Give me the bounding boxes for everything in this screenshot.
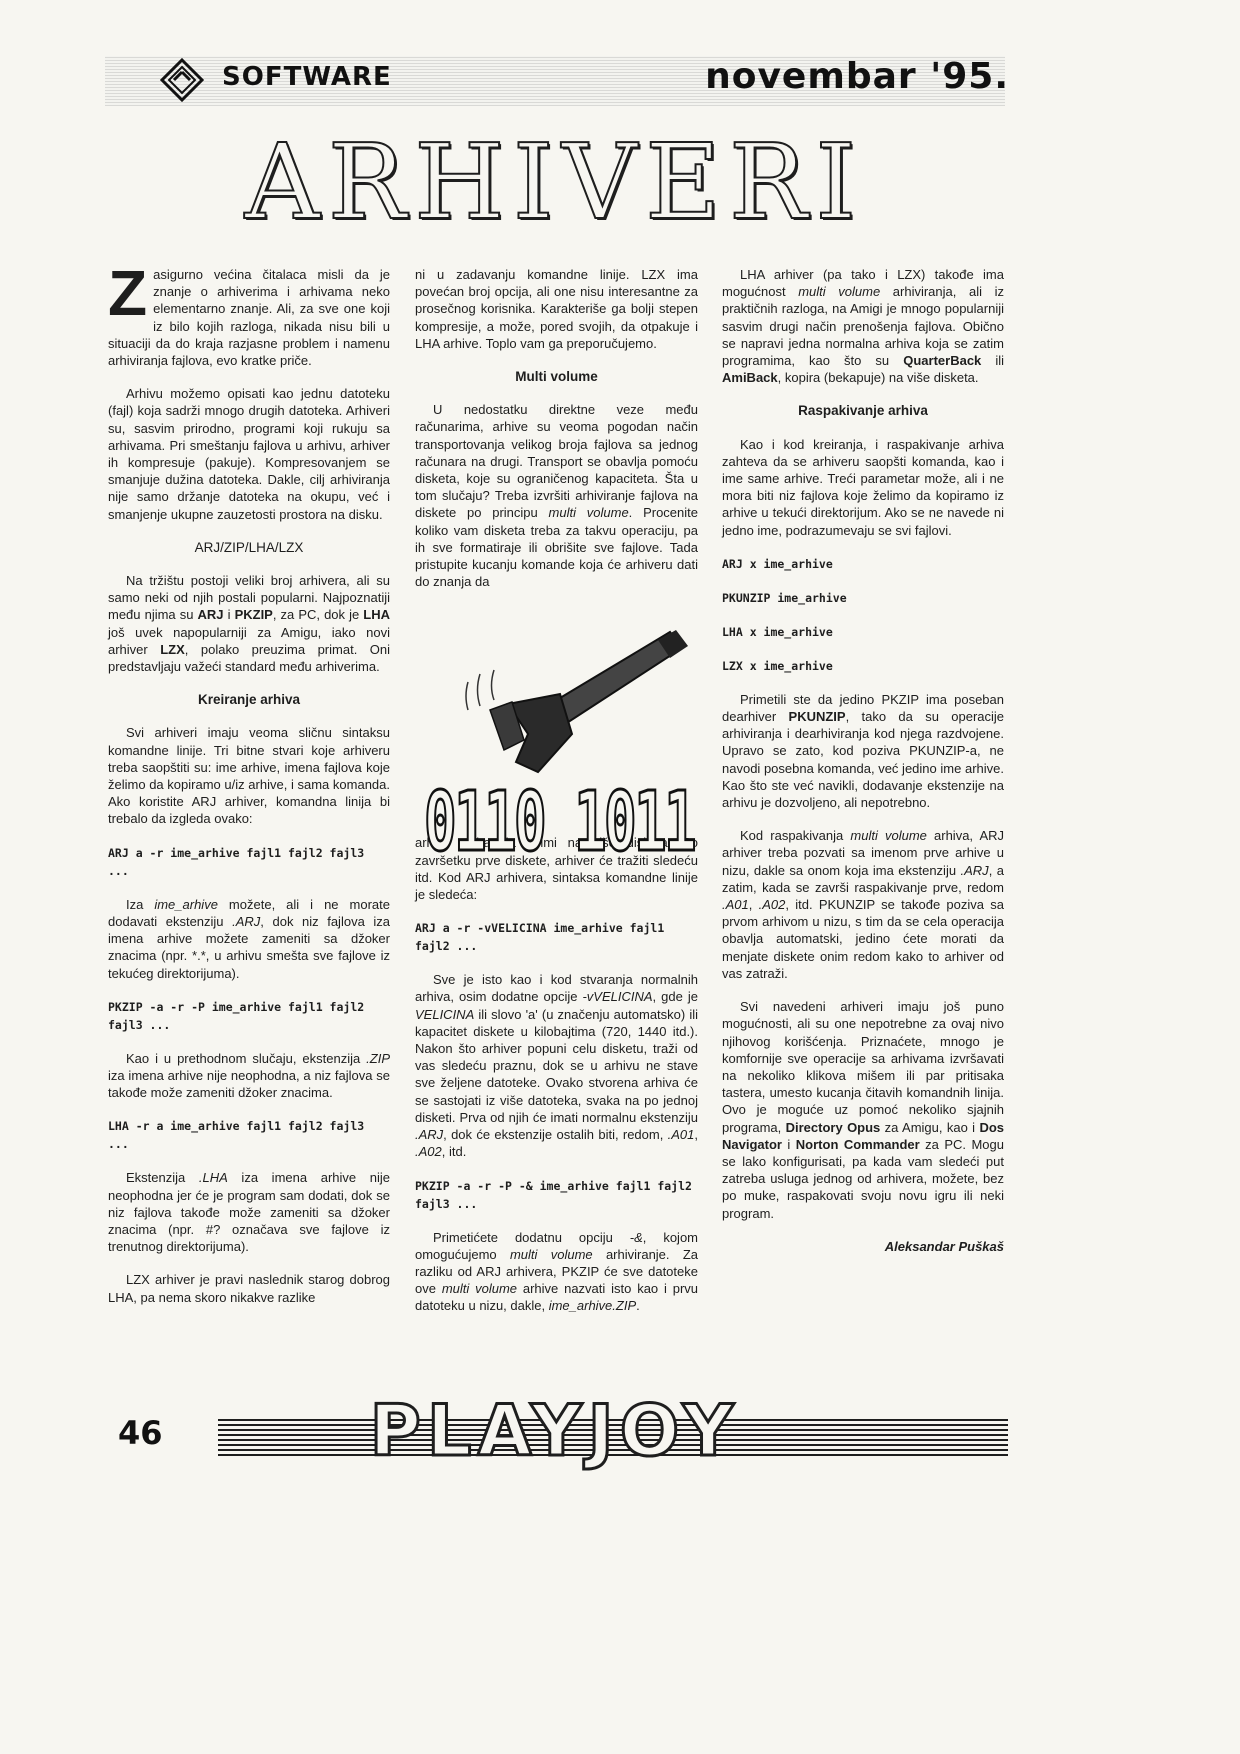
paragraph: arhivu treba da snimi na više disketa. Po završetku prve diskete, arhiver će tražiti sledeću itd. Kod ARJ arhivera, sintaksa komandne linije je sledeća: [415, 835, 698, 903]
command-line: PKZIP -a -r -P ime_arhive fajl1 fajl2 fajl3 ... [108, 999, 372, 1032]
article-title: ARHIVERI [244, 121, 865, 243]
paragraph: Primetićete dodatnu opciju -&, kojom omogućujemo multi volume arhiviranje. Za razliku od ARJ arhivera, PKZIP će sve datoteke ove multi volume arhive nazvati isto kao i prvu datoteku u nizu, dakle, ime_arhive.ZIP. [415, 1229, 699, 1314]
intro-paragraph: Zasigurno većina čitalaca misli da je znanje o arhiverima i arhivama neko elementarno znanje. Ali, za sve one koji iz bilo kojih razloga, nikada nisu bili u situaciji da do kraja razjasne problem i namenu arhiviranja fajlova, evo kratke priče. [108, 257, 390, 369]
paragraph: U nedostatku direktne veze među računarima, arhive su veoma pogodan način transportovanja velikog broja fajlova sa jednog računara na drugi. Transport se obavlja pomoću disketa, koje su ograničenog kapaciteta. Šta u tom slučaju? Treba izvršiti arhiviranje fajlova na diskete po principu multi volume. Procenite koliko vam disketa treba za takvu operaciju, pa ih sve formatiraje ili obrišite sve fajlove. Tada pristupite kucanju komande koja će arhiveru dati do znanja da [415, 402, 698, 590]
paragraph: Svi navedeni arhiveri imaju još puno mogućnosti, ali su one nepotrebne za ovaj nivo njihovog korišćenja. Priznaćete, mnogo je komfornije sve operacije sa arhivama izvršavati na nekoliko klikova mišem ili par pritisaka tastera, umesto kucanja čitavih komandnih linija. Ovo je moguće uz pomoć nekoliko sjajnih programa, Directory Opus za Amigu, kao i Dos Navigator i Norton Commander za PC. Mogu se lako konfigurisati, pa kada vam sledeći put zatreba usluga jednog od arhivera, možete, bez po muke, raspakovati svoju novu igru ili neki program. [722, 999, 1004, 1221]
command-line: LZX x ime_arhive [722, 658, 833, 673]
diamond-logo-icon [160, 58, 204, 102]
page-number: 46 [118, 1414, 163, 1452]
paragraph: Arhivu možemo opisati kao jednu datoteku (fajl) koja sadrži mnogo drugih datoteka. Arhiveri su, sasvim prirodno, programi koji rukuju sa arhivama. Pri smeštanju fajlova u arhivu, arhiver ih kompresuje (pakuje). Kompresovanjem se smanjuje dužina datoteka. Dakle, cilj arhiviranja nije samo držanje datoteka na okupu, već i smanjenje ukupne zauzetosti prostora na disku. [108, 386, 390, 522]
paragraph: LHA arhiver (pa tako i LZX) takođe ima mogućnost multi volume arhiviranja, ali iz praktičnih razloga, na Amigi je mnogo popularniji sasvim drugi način prenošenja fajlova. Obično se napravi jedna normalna arhiva koja se zatim programima, kao što su QuarterBack ili AmiBack, kopira (bekapuje) na više disketa. [722, 267, 1005, 386]
hammer-binary-illustration [420, 622, 700, 862]
command-line: PKUNZIP ime_arhive [722, 590, 847, 605]
author-byline: Aleksandar Puškaš [884, 1238, 1004, 1254]
issue-date: novembar '95. [705, 56, 1009, 97]
paragraph: Na tržištu postoji veliki broj arhivera, ali su samo neki od njih postali popularni. Najpoznatiji među njima su ARJ i PKZIP, za PC, dok je LHA još uvek napopularniji za Amigu, iako novi arhiver LZX, polako preuzima primat. Oni predstavljaju važeći standard među arhiverima. [108, 573, 390, 675]
binary-digits: 0110 1011 [424, 775, 695, 862]
paragraph: Sve je isto kao i kod stvaranja normalnih arhiva, osim dodatne opcije -vVELICINA, gde je VELICINA ili slovo 'a' (u značenju automatsko) ili kapacitet diskete u kilobajtima (720, 1440 itd.). Nakon što arhiver popuni celu disketu, traži od vas sledeću praznu, dok se u arhivu ne stave sve željene datoteke. Ovako stvorena arhiva će se sastojati iz više datoteka, svaka na po jednoj disketi. Prva od njih će imati normalnu ekstenziju .ARJ, dok će ekstenzije ostalih biti, redom, .A01, .A02, itd. [415, 972, 698, 1160]
motion-lines [466, 670, 494, 710]
drop-cap: Z [108, 257, 148, 329]
paragraph: ni u zadavanju komandne linije. LZX ima povećan broj opcija, ali one nisu interesantne za prosečnog korisnika. Karakteriše ga bolji stepen kompresije, a može, pored svojih, da otpakuje i LHA arhive. Toplo vam ga preporučujemo. [415, 267, 698, 351]
paragraph: Kao i kod kreiranja, i raspakivanje arhiva zahteva da se arhiveru saopšti komanda, kao i ime same arhive. Treći parametar može, ali i ne mora biti niz fajlova koje želimo da kopiramo iz arhive u tekući direktorijum. Ako se ne navede ni jedno ime, podrazumevaju se svi fajlovi. [722, 436, 1004, 538]
paragraph: Iza ime_arhive možete, ali i ne morate dodavati ekstenziju .ARJ, dok niz fajlova iza imena arhive možete zameniti sa džoker znacima (npr. *.*, u arhivu smešta sve fajlove iz tekućeg direktorijuma). [108, 896, 390, 981]
paragraph: Ekstenzija .LHA iza imena arhive nije neophodna jer će je program sam dodati, dok se niz fajlova takođe može zameniti sa džoker znacima (npr. #? označava sve fajlove iz trenutnog direktorijuma). [108, 1170, 390, 1255]
section-heading-multi-volume: Multi volume [515, 369, 598, 385]
hammer-icon [490, 630, 688, 772]
command-line: LHA x ime_arhive [722, 624, 833, 639]
command-line: ARJ x ime_arhive [722, 556, 833, 571]
paragraph: Primetili ste da jedino PKZIP ima poseban dearhiver PKUNZIP, tako da su operacije arhiviranja i dearhiviranja kod njega razdvojene. Upravo se zato, kod poziva PKUNZIP-a, ne navodi posebna komanda, već jedino ime arhive. Kao što ste već navikli, dodavanje ekstenzije na arhivu je dozvoljeno, ali nepotrebno. [722, 691, 1005, 811]
magazine-logo: PLAYJOY [369, 1390, 740, 1472]
command-line: ARJ a -r ime_arhive fajl1 fajl2 fajl3 ... [108, 845, 372, 878]
paragraph: LZX arhiver je pravi naslednik starog dobrog LHA, pa nema skoro nikakve razlike [108, 1272, 390, 1305]
section-heading-formats: ARJ/ZIP/LHA/LZX [194, 539, 304, 555]
paragraph: Kao i u prethodnom slučaju, ekstenzija .ZIP iza imena arhive nije neophodna, a niz fajlova se takođe može zameniti džoker znacima. [108, 1050, 390, 1101]
section-heading-create: Kreiranje arhiva [197, 692, 301, 708]
command-line: PKZIP -a -r -P -& ime_arhive fajl1 fajl2 fajl3 ... [415, 1178, 699, 1211]
paragraph: Svi arhiveri imaju veoma sličnu sintaksu komandne linije. Tri bitne stvari koje arhiveru treba saopštiti su: ime arhive, imena fajlova koje želimo da kopiramo u/iz arhive, i sama komanda. Ako koristite ARJ arhiver, komandna linija bi trebalo da izgleda ovako: [108, 725, 390, 827]
command-line: ARJ a -r -vVELICINA ime_arhive fajl1 fajl2 ... [415, 921, 672, 954]
column-1 [108, 257, 390, 1322]
section-label: SOFTWARE [222, 62, 392, 92]
paragraph: Kod raspakivanja multi volume arhiva, ARJ arhiver treba pozvati sa imenom prve arhive u nizu, dakle sa onom koja ima ekstenziju .ARJ, a zatim, kada se završi raspakivanje prve, redom .A01, .A02, itd. PKUNZIP se takođe poziva sa prvom arhivom u nizu, s tim da se cela operacija obavlja automatski, jedino ćete morati da menjate diskete onim redom kako to arhiver od vas zatraži. [722, 828, 1005, 981]
section-heading-unpack: Raspakivanje arhiva [798, 403, 928, 419]
command-line: LHA -r a ime_arhive fajl1 fajl2 fajl3 ... [108, 1119, 372, 1152]
column-3 [722, 266, 1004, 1271]
